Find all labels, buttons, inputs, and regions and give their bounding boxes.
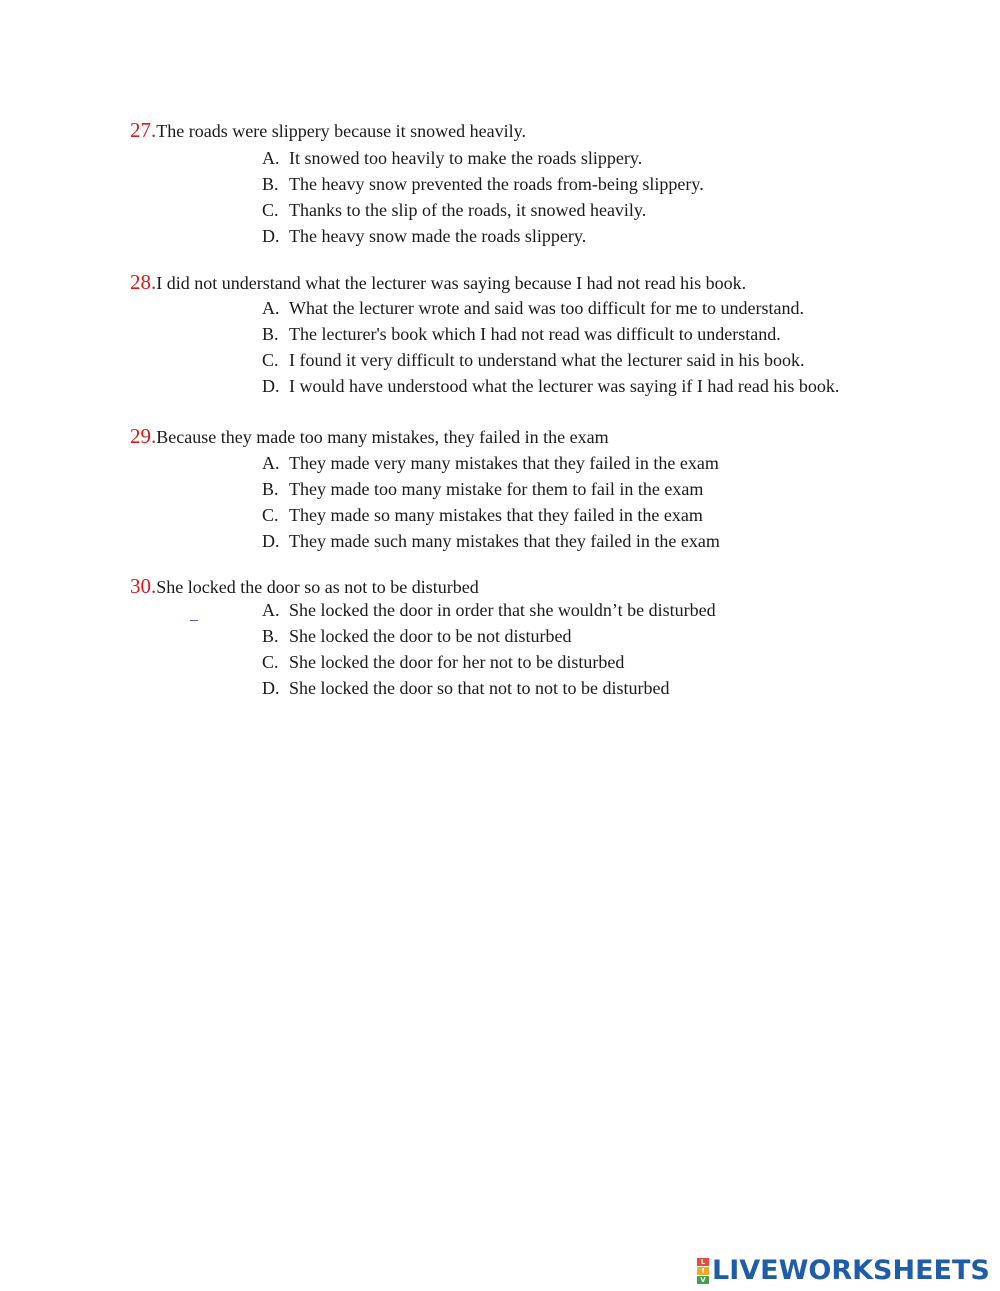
- question-stem: [130, 119, 930, 142]
- question-stem: [130, 575, 930, 598]
- option-text: She locked the door in order that she wouldn’t be disturbed: [289, 600, 716, 620]
- option-d[interactable]: [262, 677, 862, 703]
- options-list-29: [262, 452, 862, 556]
- option-letter: C.: [262, 200, 279, 220]
- option-letter: D.: [262, 226, 280, 246]
- option-letter: A.: [262, 298, 280, 318]
- logo-letter-l: L: [697, 1258, 709, 1266]
- option-text: I would have understood what the lecturer was saying if I had read his book.: [289, 376, 840, 396]
- option-b[interactable]: [262, 625, 862, 651]
- question-text: The roads were slippery because it snowed heavily.: [156, 121, 526, 141]
- option-d[interactable]: [262, 530, 862, 556]
- option-a[interactable]: [262, 297, 852, 323]
- question-number: 27.: [130, 118, 157, 142]
- option-a[interactable]: [262, 599, 862, 625]
- option-d[interactable]: [262, 225, 862, 251]
- option-b[interactable]: [262, 173, 862, 199]
- option-text: I found it very difficult to understand what the lecturer said in his book.: [289, 350, 805, 370]
- question-text: Because they made too many mistakes, they failed in the exam: [156, 427, 609, 447]
- option-c[interactable]: [262, 651, 862, 677]
- option-text: They made such many mistakes that they failed in the exam: [289, 531, 720, 551]
- question-number: 29.: [130, 424, 157, 448]
- brand-name: LIVEWORKSHEETS: [712, 1255, 990, 1286]
- question-text: I did not understand what the lecturer was saying because I had not read his book.: [156, 273, 747, 293]
- option-text: Thanks to the slip of the roads, it snowed heavily.: [289, 200, 647, 220]
- option-b[interactable]: [262, 323, 852, 349]
- question-28: [130, 271, 930, 294]
- brand-logo-icon: [697, 1258, 709, 1284]
- question-30: [130, 575, 930, 598]
- option-text: The heavy snow prevented the roads from-being slippery.: [289, 174, 704, 194]
- option-letter: A.: [262, 600, 280, 620]
- option-a[interactable]: [262, 147, 862, 173]
- option-letter: B.: [262, 324, 279, 344]
- logo-letter-v: V: [697, 1276, 709, 1284]
- question-number: 28.: [130, 270, 157, 294]
- option-letter: C.: [262, 350, 279, 370]
- option-text: What the lecturer wrote and said was too difficult for me to understand.: [289, 298, 805, 318]
- question-text: She locked the door so as not to be disturbed: [156, 577, 479, 597]
- option-text: She locked the door for her not to be disturbed: [289, 652, 625, 672]
- option-c[interactable]: [262, 504, 862, 530]
- option-c[interactable]: [262, 349, 852, 375]
- question-number: 30.: [130, 574, 157, 598]
- answer-blank-mark: [190, 620, 198, 621]
- option-letter: D.: [262, 678, 280, 698]
- option-a[interactable]: [262, 452, 862, 478]
- option-letter: D.: [262, 531, 280, 551]
- options-list-28: [262, 297, 852, 421]
- option-text: It snowed too heavily to make the roads slippery.: [289, 148, 643, 168]
- option-letter: D.: [262, 376, 280, 396]
- option-letter: A.: [262, 453, 280, 473]
- logo-letter-i: I: [697, 1267, 709, 1275]
- option-letter: B.: [262, 174, 279, 194]
- option-letter: C.: [262, 505, 279, 525]
- option-text: The heavy snow made the roads slippery.: [289, 226, 587, 246]
- options-list-30: [262, 599, 862, 703]
- option-text: They made too many mistake for them to fail in the exam: [289, 479, 704, 499]
- options-list-27: [262, 147, 862, 251]
- option-letter: B.: [262, 479, 279, 499]
- option-text: They made so many mistakes that they failed in the exam: [289, 505, 703, 525]
- option-text: She locked the door so that not to not to be disturbed: [289, 678, 670, 698]
- question-27: [130, 119, 930, 142]
- question-stem: [130, 425, 930, 448]
- option-letter: A.: [262, 148, 280, 168]
- option-letter: C.: [262, 652, 279, 672]
- option-letter: B.: [262, 626, 279, 646]
- question-29: [130, 425, 930, 448]
- question-stem: [130, 271, 930, 294]
- option-text: They made very many mistakes that they failed in the exam: [289, 453, 719, 473]
- liveworksheets-brand: [697, 1256, 990, 1286]
- option-b[interactable]: [262, 478, 862, 504]
- option-c[interactable]: [262, 199, 862, 225]
- option-text: She locked the door to be not disturbed: [289, 626, 572, 646]
- option-text: The lecturer's book which I had not read was difficult to understand.: [289, 324, 781, 344]
- option-d[interactable]: [262, 375, 844, 421]
